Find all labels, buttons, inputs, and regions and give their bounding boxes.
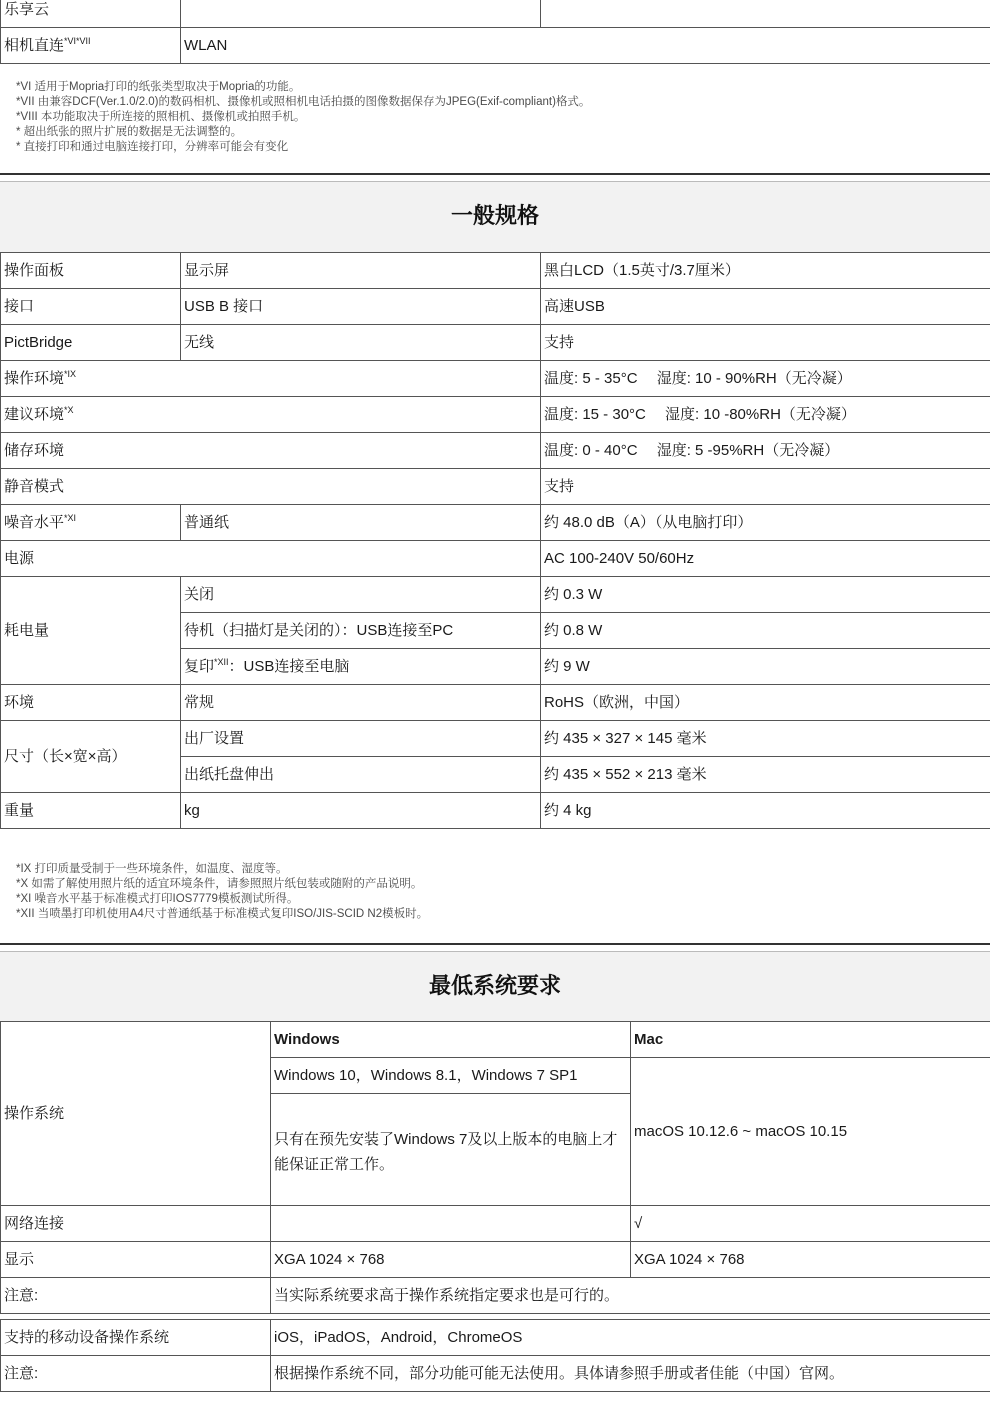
table-row (1, 325, 990, 361)
row-label (1, 397, 541, 433)
row-value: 黑白LCD（1.5英寸/3.7厘米） (541, 253, 990, 289)
table-row (1, 721, 990, 757)
network-windows (271, 1206, 631, 1242)
mobile-note-value: 根据操作系统不同，部分功能可能无法使用。具体请参照手册或者佳能（中国）官网。 (271, 1356, 990, 1392)
row-label: 支持的移动设备操作系统 (1, 1320, 271, 1356)
display-mac: XGA 1024 × 768 (631, 1242, 990, 1278)
row-value: 约 435 × 552 × 213 毫米 (541, 757, 990, 793)
camera-direct-label: 相机直连 (4, 36, 65, 54)
row-value: 约 0.3 W (541, 577, 990, 613)
footnote: *X 如需了解使用照片纸的适宜环境条件，请参照照片纸包装或随附的产品说明。 (16, 878, 423, 890)
row-sub: 无线 (181, 325, 541, 361)
row-value: 支持 (541, 325, 990, 361)
top-spec-table (0, 0, 990, 64)
sysreq-table (0, 1021, 990, 1314)
row-value (181, 0, 541, 28)
table-row (1, 397, 990, 433)
row-label: 操作系统 (1, 1022, 271, 1206)
table-row (1, 1022, 990, 1058)
row-label: 网络连接 (1, 1206, 271, 1242)
mobile-os-table (0, 1319, 990, 1392)
row-sub: kg (181, 793, 541, 829)
row-value: 约 435 × 327 × 145 毫米 (541, 721, 990, 757)
section-divider (0, 173, 990, 175)
rec-env-label: 建议环境 (4, 405, 65, 423)
row-sub (181, 649, 541, 685)
row-label: 环境 (1, 685, 181, 721)
table-row (1, 1320, 990, 1356)
row-value: AC 100-240V 50/60Hz (541, 541, 990, 577)
camera-direct-value: WLAN (181, 28, 990, 64)
row-sub: 待机（扫描灯是关闭的）：USB连接至PC (181, 613, 541, 649)
footnotes-connectivity (16, 80, 590, 155)
section-title-general: 一般规格 (0, 181, 990, 252)
table-row (1, 0, 990, 28)
windows-header: Windows (271, 1022, 631, 1058)
footnote: *VI 适用于Mopria打印的纸张类型取决于Mopria的功能。 (16, 81, 301, 93)
footnote: *XI 噪音水平基于标准模式打印IOS7779模板测试所得。 (16, 893, 299, 905)
copy-label: 复印 (184, 657, 215, 675)
row-label: 乐享云 (1, 0, 181, 28)
row-sub: 显示屏 (181, 253, 541, 289)
row-sub: 常规 (181, 685, 541, 721)
table-row (1, 1356, 990, 1392)
footnote: *IX 打印质量受制于一些环境条件，如温度、湿度等。 (16, 863, 288, 875)
row-value: RoHS（欧洲，中国） (541, 685, 990, 721)
footnote: *VII 由兼容DCF(Ver.1.0/2.0)的数码相机、摄像机或照相机电话拍摄的图像数据保存为JPEG(Exif-compliant)格式。 (16, 96, 591, 108)
footnote-ref: *VI*VII (64, 35, 91, 46)
windows-versions: Windows 10，Windows 8.1，Windows 7 SP1 (271, 1058, 631, 1094)
footnote-ref: *X (64, 404, 74, 415)
table-row (1, 28, 990, 64)
table-row (1, 1278, 990, 1314)
row-label: 静音模式 (1, 469, 541, 505)
row-label: 注意: (1, 1278, 271, 1314)
table-row (1, 1206, 990, 1242)
row-label: 耗电量 (1, 577, 181, 685)
row-label: 储存环境 (1, 433, 541, 469)
footnote: *VIII 本功能取决于所连接的照相机、摄像机或拍照手机。 (16, 111, 306, 123)
noise-label: 噪音水平 (4, 513, 65, 531)
row-value: 约 4 kg (541, 793, 990, 829)
row-label: 电源 (1, 541, 541, 577)
footnote-ref: *XI (64, 512, 77, 523)
row-label: 尺寸（长×宽×高） (1, 721, 181, 793)
table-row (1, 469, 990, 505)
row-value: 约 0.8 W (541, 613, 990, 649)
mac-header: Mac (631, 1022, 990, 1058)
row-label (1, 28, 181, 64)
row-value: 温度: 0 - 40°C 湿度: 5 -95%RH（无冷凝） (541, 433, 990, 469)
table-row (1, 361, 990, 397)
table-row (1, 253, 990, 289)
display-windows: XGA 1024 × 768 (271, 1242, 631, 1278)
row-label: 重量 (1, 793, 181, 829)
row-value: 高速USB (541, 289, 990, 325)
row-sub: 普通纸 (181, 505, 541, 541)
network-mac: √ (631, 1206, 990, 1242)
row-sub: 出厂设置 (181, 721, 541, 757)
row-sub: USB B 接口 (181, 289, 541, 325)
note-value: 当实际系统要求高于操作系统指定要求也是可行的。 (271, 1278, 990, 1314)
row-label (1, 505, 181, 541)
footnotes-general (16, 862, 428, 922)
row-label: 接口 (1, 289, 181, 325)
row-sub: 出纸托盘伸出 (181, 757, 541, 793)
row-label: 显示 (1, 1242, 271, 1278)
footnote: * 直接打印和通过电脑连接打印，分辨率可能会有变化 (16, 141, 289, 153)
windows-note: 只有在预先安装了Windows 7及以上版本的电脑上才能保证正常工作。 (271, 1094, 631, 1206)
row-value: 温度: 15 - 30°C 湿度: 10 -80%RH（无冷凝） (541, 397, 990, 433)
footnote: * 超出纸张的照片扩展的数据是无法调整的。 (16, 126, 243, 138)
table-row (1, 541, 990, 577)
row-value (541, 0, 990, 28)
row-label (1, 361, 541, 397)
section-title-sysreq: 最低系统要求 (0, 951, 990, 1021)
table-row (1, 505, 990, 541)
general-spec-table (0, 252, 990, 829)
table-row (1, 685, 990, 721)
row-value: 约 48.0 dB（A）（从电脑打印） (541, 505, 990, 541)
section-divider (0, 943, 990, 945)
mobile-os-value: iOS，iPadOS，Android，ChromeOS (271, 1320, 990, 1356)
row-label: 操作面板 (1, 253, 181, 289)
row-value: 温度: 5 - 35°C 湿度: 10 - 90%RH（无冷凝） (541, 361, 990, 397)
table-row (1, 577, 990, 613)
table-row (1, 433, 990, 469)
row-sub: 关闭 (181, 577, 541, 613)
row-label: PictBridge (1, 325, 181, 361)
table-row (1, 793, 990, 829)
table-row (1, 1242, 990, 1278)
footnote: *XII 当喷墨打印机使用A4尺寸普通纸基于标准模式复印ISO/JIS-SCID N2模板时。 (16, 908, 429, 920)
footnote-ref: *XII (214, 656, 229, 667)
footnote-ref: *IX (64, 368, 77, 379)
mac-versions: macOS 10.12.6 ~ macOS 10.15 (631, 1058, 990, 1206)
row-value: 约 9 W (541, 649, 990, 685)
row-value: 支持 (541, 469, 990, 505)
op-env-label: 操作环境 (4, 369, 65, 387)
copy-label-rest: ：USB连接至电脑 (228, 657, 350, 675)
row-label: 注意: (1, 1356, 271, 1392)
table-row (1, 289, 990, 325)
